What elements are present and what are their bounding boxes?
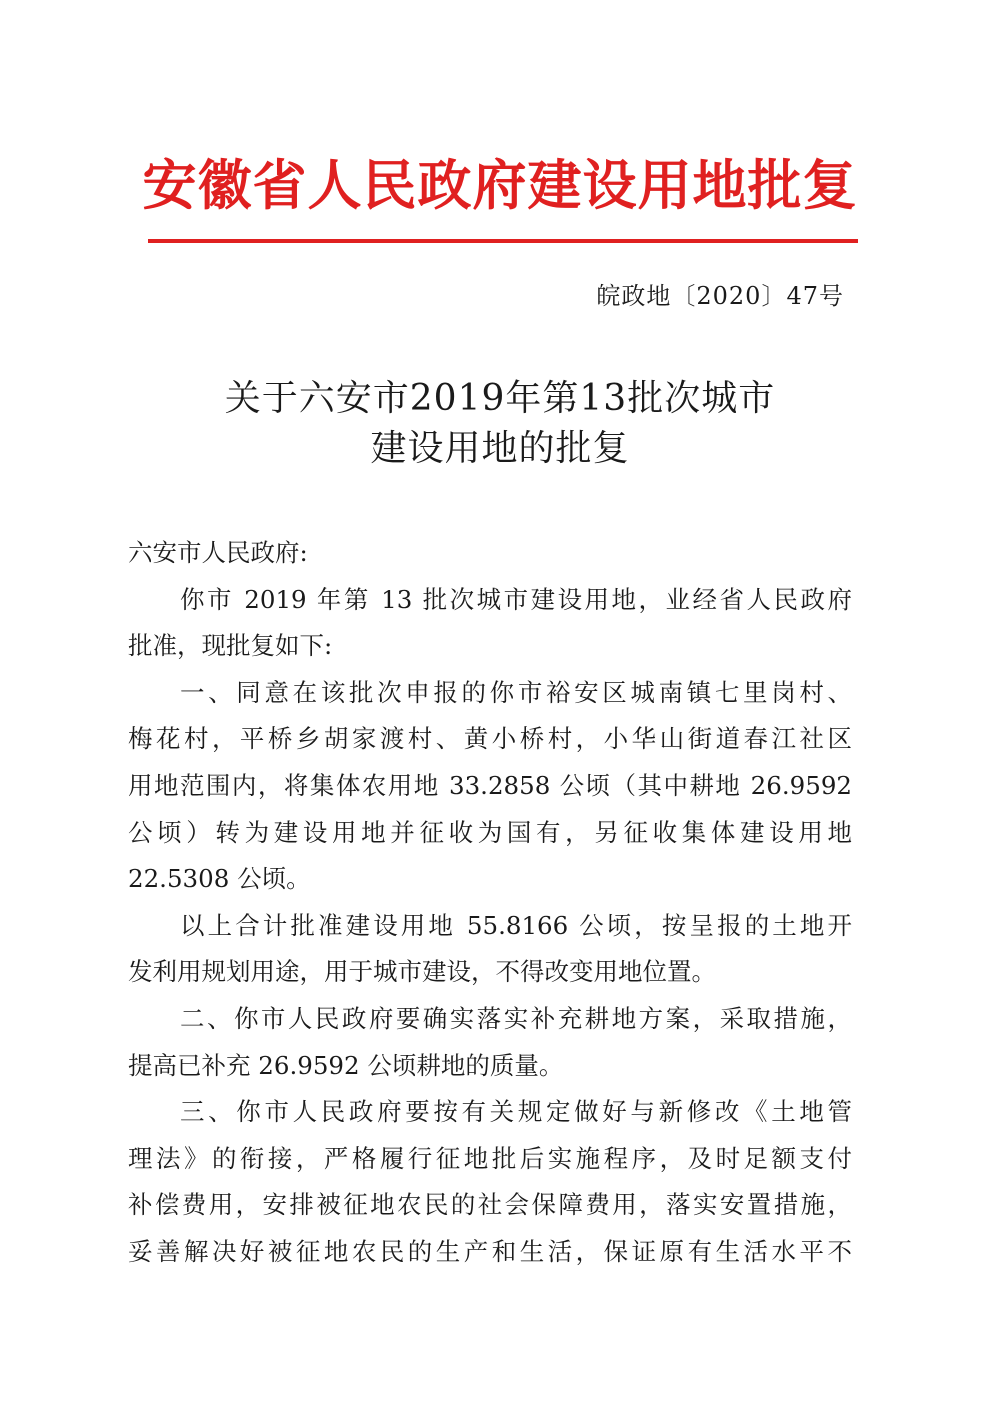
document-number: 皖政地〔2020〕47号 <box>596 282 844 310</box>
body-line: 一、同意在该批次申报的你市裕安区城南镇七里岗村、 <box>180 677 852 707</box>
body-line: 二、你市人民政府要确实落实补充耕地方案，采取措施， <box>180 1003 852 1033</box>
body-line: 以上合计批准建设用地 55.8166 公顷，按呈报的土地开 <box>180 910 852 940</box>
body-line: 提高已补充 26.9592 公顷耕地的质量。 <box>128 1050 564 1080</box>
body-line: 发利用规划用途，用于城市建设，不得改变用地位置。 <box>128 957 716 987</box>
body-line: 三、你市人民政府要按有关规定做好与新修改《土地管 <box>180 1097 852 1127</box>
masthead-red-rule <box>148 239 858 243</box>
body-line: 理法》的衔接，严格履行征地批后实施程序，及时足额支付 <box>128 1143 852 1173</box>
body-line: 22.5308 公顷。 <box>128 864 311 894</box>
body-line: 批准，现批复如下: <box>128 631 333 661</box>
body-line: 公顷）转为建设用地并征收为国有，另征收集体建设用地 <box>128 817 852 847</box>
body-line: 用地范围内，将集体农用地 33.2858 公顷（其中耕地 26.9592 <box>128 770 852 800</box>
title-line-2: 建设用地的批复 <box>370 428 630 469</box>
document-body <box>128 530 852 1276</box>
title-line-1: 关于六安市2019年第13批次城市 <box>224 378 776 419</box>
masthead-title: 安徽省人民政府建设用地批复 <box>142 153 858 217</box>
body-line: 梅花村，平桥乡胡家渡村、黄小桥村，小华山街道春江社区 <box>128 724 852 754</box>
body-line: 你市 2019 年第 13 批次城市建设用地，业经省人民政府 <box>180 584 852 614</box>
document-title <box>100 374 900 474</box>
body-line: 六安市人民政府: <box>128 538 308 567</box>
body-line: 妥善解决好被征地农民的生产和生活，保证原有生活水平不 <box>128 1236 852 1266</box>
body-line: 补偿费用，安排被征地农民的社会保障费用，落实安置措施， <box>128 1190 852 1220</box>
